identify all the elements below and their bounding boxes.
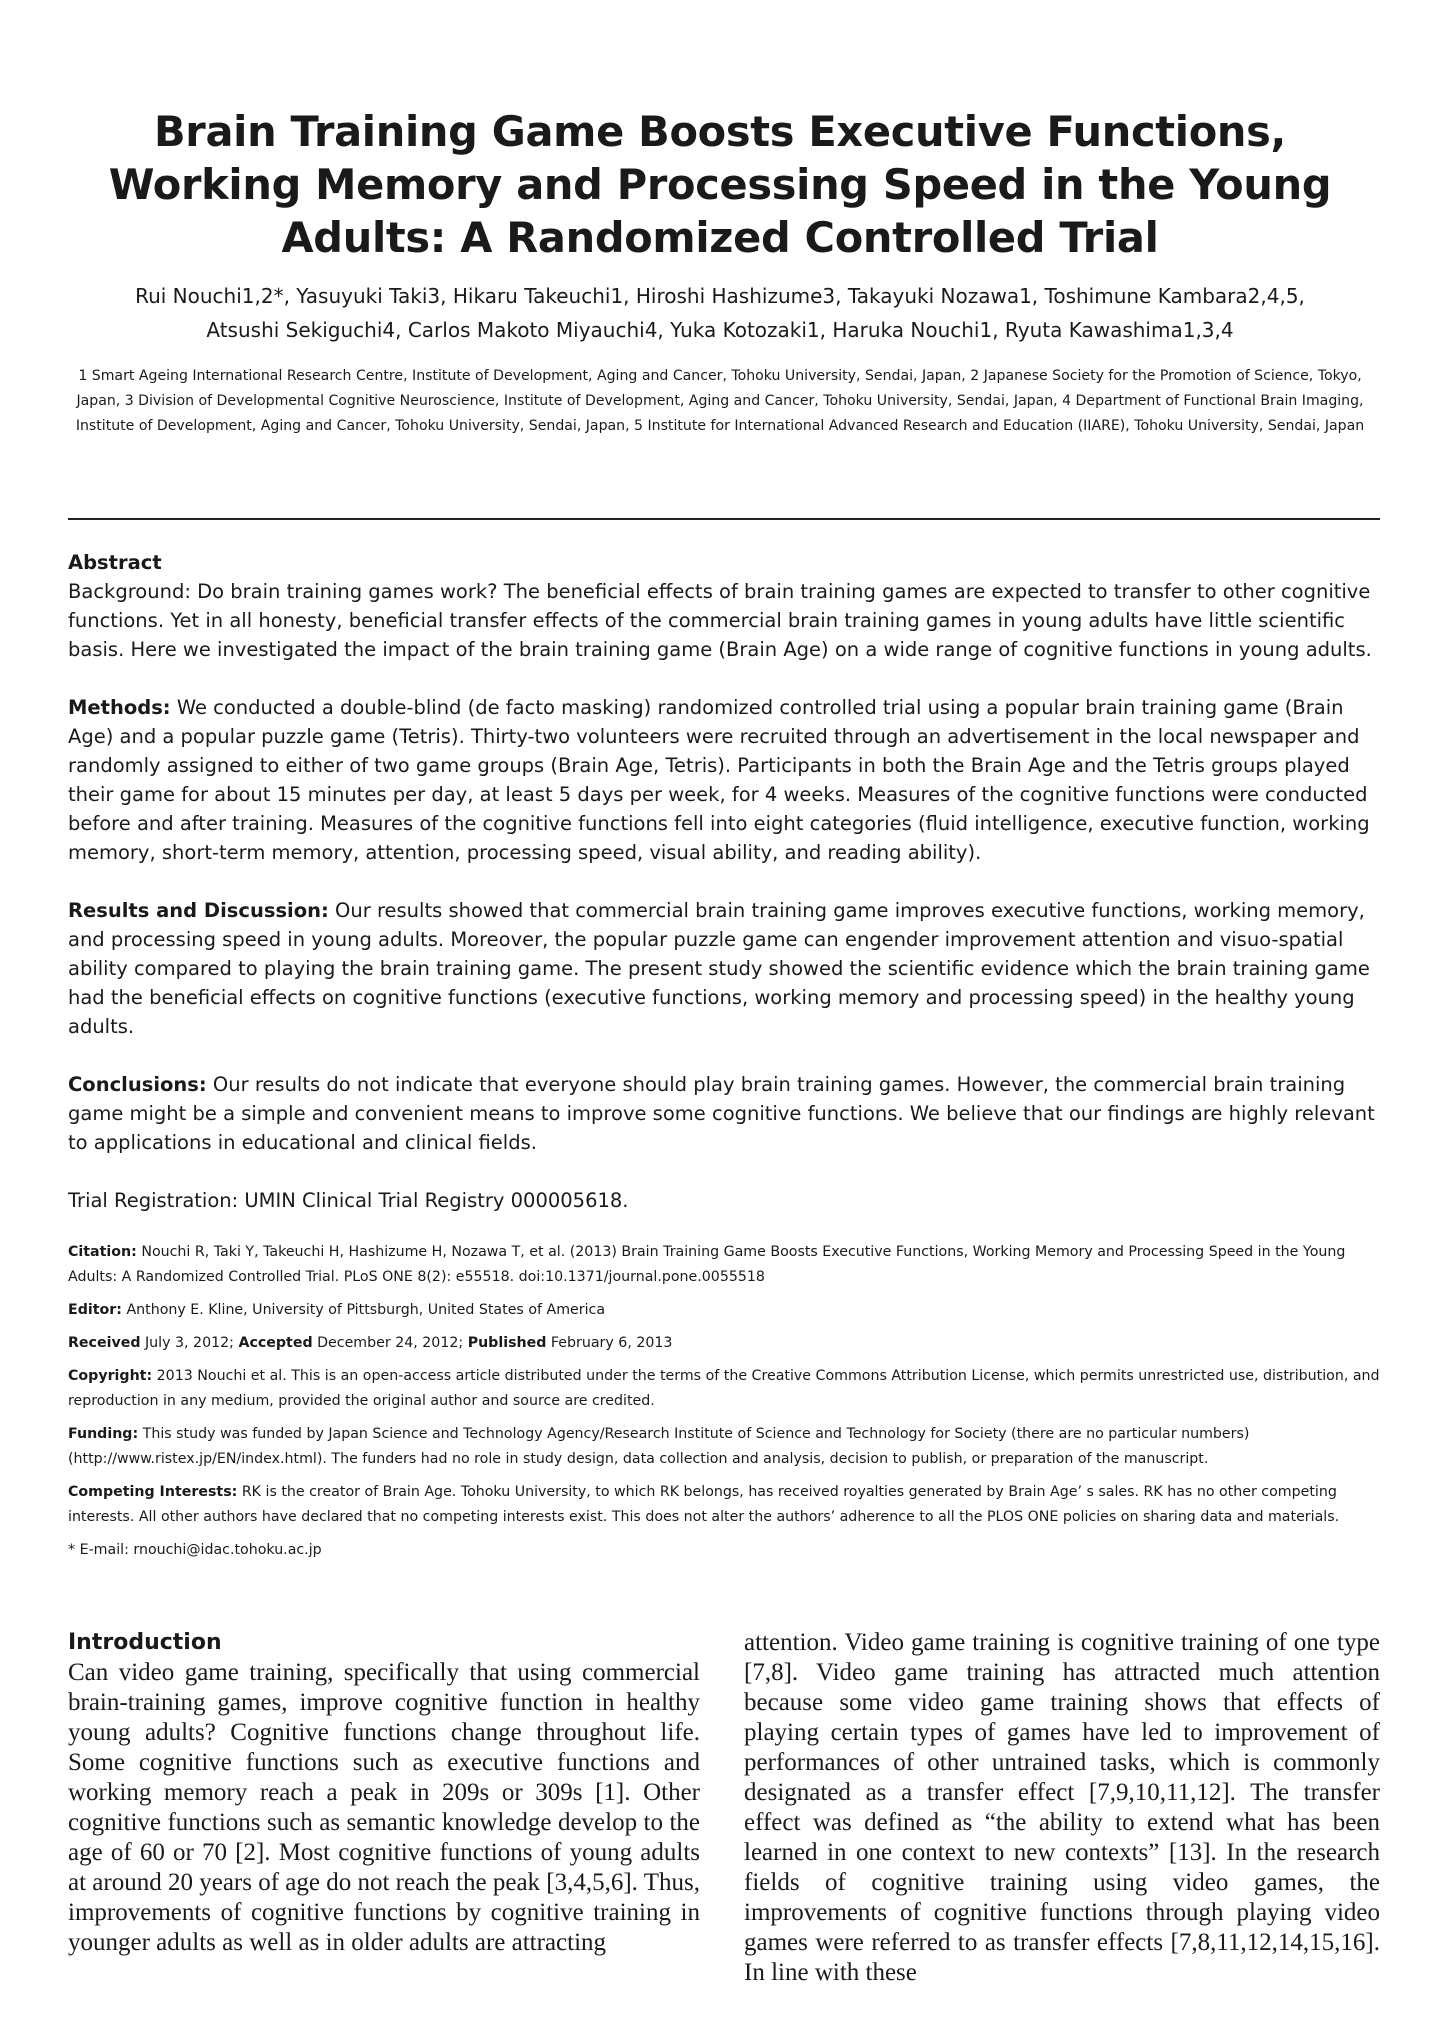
- competing-interests: [68, 1480, 1380, 1530]
- copyright: [68, 1364, 1380, 1414]
- funding-label: Funding:: [68, 1426, 139, 1442]
- methods-text: We conducted a double-blind (de facto masking) randomized controlled trial using a popular brain training game (Brain Age) and a popular puzzle game (Tetris). Thirty-two volunteers were recruited through an advertisement in the local newspaper and randomly assigned to either of two game groups (Brain Age, Tetris). Participants in both the Brain Age and the Tetris groups played their game for about 15 minutes per day, at least 5 days per week, for 4 weeks. Measures of the cognitive functions were conducted before and after training. Measures of the cognitive functions fell into eight categories (fluid intelligence, executive function, working memory, short-term memory, attention, processing speed, visual ability, and reading ability).: [68, 696, 1370, 864]
- introduction-text-left: Can video game training, specifically that using commercial brain-training games, improve cognitive function in healthy young adults? Cognitive functions change throughout life. Some cognitive functions such as executive functions and working memory reach a peak in 209s or 309s [1]. Other cognitive functions such as semantic knowledge develop to the age of 60 or 70 [2]. Most cognitive functions of young adults at around 20 years of age do not reach the peak [3,4,5,6]. Thus, improvements of cognitive functions by cognitive training in younger adults as well as in older adults are attracting: [68, 1659, 700, 1956]
- corresponding-email: * E-mail: rnouchi@idac.tohoku.ac.jp: [68, 1542, 322, 1558]
- methods-label: Methods:: [68, 696, 171, 719]
- competing-label: Competing Interests:: [68, 1484, 238, 1500]
- trial-registration: Trial Registration: UMIN Clinical Trial Registry 000005618.: [68, 1189, 629, 1212]
- copyright-text: 2013 Nouchi et al. This is an open-access article distributed under the terms of the Creative Commons Attribution License, which permits unrestricted use, distribution, and reproduction in any medium, provided the original author and source are credited.: [68, 1368, 1380, 1409]
- citation-text: Nouchi R, Taki Y, Takeuchi H, Hashizume H, Nozawa T, et al. (2013) Brain Training Game Boosts Executive Functions, Working Memory and Processing Speed in the Young Adults: A Randomized Controlled Trial. PLoS ONE 8(2): e55518. doi:10.1371/journal.pone.0055518: [68, 1244, 1346, 1285]
- introduction-text-right: attention. Video game training is cognitive training of one type [7,8]. Video game training has attracted much attention because some video game training shows that effects of playing certain types of games have led to improvement of performances of other untrained tasks, which is commonly designated as a transfer effect [7,9,10,11,12]. The transfer effect was defined as “the ability to extend what has been learned in one context to new contexts” [13]. In the research fields of cognitive training using video games, the improvements of cognitive functions through playing video games were referred to as transfer effects [7,8,11,12,14,15,16]. In line with these: [744, 1629, 1380, 1986]
- received-date: July 3, 2012;: [144, 1335, 234, 1351]
- abstract-methods: [68, 693, 1380, 867]
- abstract-conclusions: [68, 1070, 1380, 1157]
- author-list: Rui Nouchi1,2*, Yasuyuki Taki3, Hikaru Takeuchi1, Hiroshi Hashizume3, Takayuki Nozawa1, Toshimune Kambara2,4,5, Atsushi Sekiguchi4, Carlos Makoto Miyauchi4, Yuka Kotozaki1, Haruka Nouchi1, Ryuta Kawashima1,3,4: [135, 284, 1305, 342]
- affiliations: 1 Smart Ageing International Research Centre, Institute of Development, Aging and Cancer, Tohoku University, Sendai, Japan, 2 Japanese Society for the Promotion of Science, Tokyo, Japan, 3 Division of Developmental Cognitive Neuroscience, Institute of Development, Aging and Cancer, Tohoku University, Sendai, Japan, 4 Department of Functional Brain Imaging, Institute of Development, Aging and Cancer, Tohoku University, Sendai, Japan, 5 Institute for International Advanced Research and Education (IIARE), Tohoku University, Sendai, Japan: [75, 368, 1365, 434]
- editor: [68, 1298, 1380, 1323]
- body-column-right: [744, 1628, 1380, 1988]
- funding-text: This study was funded by Japan Science and Technology Agency/Research Institute of Science and Technology for Society (there are no particular numbers) (http://www.ristex.jp/EN/index.html). The funders had no role in study design, data collection and analysis, decision to publish, or preparation of the manuscript.: [68, 1426, 1250, 1467]
- conclusions-label: Conclusions:: [68, 1073, 207, 1096]
- header-divider: [68, 518, 1380, 520]
- citation: [68, 1240, 1380, 1290]
- introduction-heading: Introduction: [68, 1630, 222, 1655]
- funding: [68, 1422, 1380, 1472]
- dates: [68, 1331, 1380, 1356]
- citation-label: Citation:: [68, 1244, 137, 1260]
- editor-label: Editor:: [68, 1302, 122, 1318]
- copyright-label: Copyright:: [68, 1368, 153, 1384]
- published-label: Published: [467, 1335, 547, 1351]
- competing-text: RK is the creator of Brain Age. Tohoku University, to which RK belongs, has received royalties generated by Brain Age’ s sales. RK has no other competing interests. All other authors have declared that no competing interests exist. This does not alter the authors’ adherence to all the PLOS ONE policies on sharing data and materials.: [68, 1484, 1340, 1525]
- results-text: Our results showed that commercial brain training game improves executive functions, working memory, and processing speed in young adults. Moreover, the popular puzzle game can engender improvement attention and visuo-spatial ability compared to playing the brain training game. The present study showed the scientific evidence which the brain training game had the beneficial effects on cognitive functions (executive functions, working memory and processing speed) in the healthy young adults.: [68, 899, 1370, 1038]
- editor-text: Anthony E. Kline, University of Pittsburgh, United States of America: [126, 1302, 606, 1318]
- abstract-section: [68, 548, 1380, 1244]
- conclusions-text: Our results do not indicate that everyone should play brain training games. However, the commercial brain training game might be a simple and convenient means to improve some cognitive functions. We believe that our findings are highly relevant to applications in educational and clinical fields.: [68, 1073, 1375, 1154]
- body-column-left: [68, 1628, 700, 1958]
- title-block: [75, 105, 1365, 439]
- received-label: Received: [68, 1335, 141, 1351]
- accepted-label: Accepted: [238, 1335, 313, 1351]
- article-metadata: [68, 1240, 1380, 1571]
- abstract-results: [68, 896, 1380, 1041]
- abstract-heading: Abstract: [68, 551, 162, 574]
- accepted-date: December 24, 2012;: [317, 1335, 464, 1351]
- results-label: Results and Discussion:: [68, 899, 329, 922]
- published-date: February 6, 2013: [550, 1335, 673, 1351]
- paper-title: Brain Training Game Boosts Executive Functions, Working Memory and Processing Speed in the Young Adults: A Randomized Controlled Trial: [108, 107, 1332, 262]
- abstract-background: Background: Do brain training games work? The beneficial effects of brain training games are expected to transfer to other cognitive functions. Yet in all honesty, beneficial transfer effects of the commercial brain training games in young adults have little scientific basis. Here we investigated the impact of the brain training game (Brain Age) on a wide range of cognitive functions in young adults.: [68, 580, 1372, 661]
